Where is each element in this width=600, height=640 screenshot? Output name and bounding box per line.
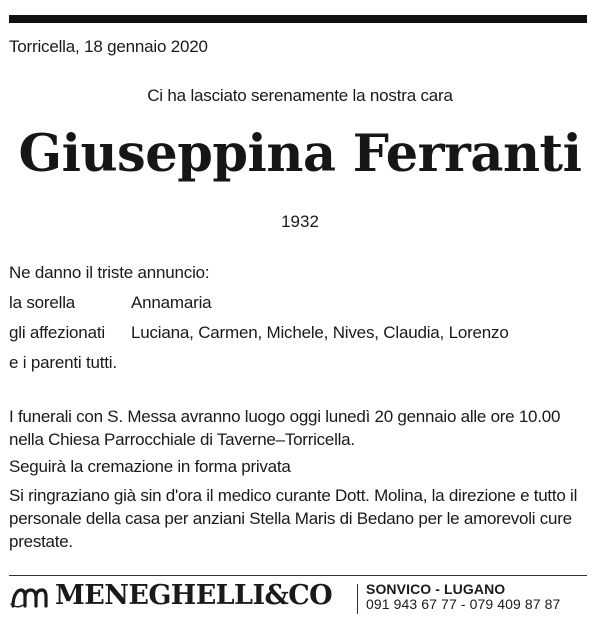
birth-year: 1932 [281,212,319,231]
intro-line: Ci ha lasciato serenamente la nostra cara [147,86,453,105]
m-monogram-icon [9,584,49,610]
deceased-name: Giuseppina Ferranti [18,124,582,184]
thanks-paragraph: Si ringraziano già sin d'ora il medico curante Dott. Molina, la direzione e tutto il personale della casa per anziani Stella Maris di Bedano per le amorevoli cure prestate. [9,486,578,551]
place-date: Torricella, 18 gennaio 2020 [9,37,208,56]
relation-row-sister [9,293,211,313]
footer-rule [9,575,587,576]
funeral-home-footer [9,578,587,618]
top-rule [9,15,587,23]
relation-names: Annamaria [131,293,212,312]
footer-city: SONVICO - LUGANO [366,581,506,597]
announcement-line: Ne danno il triste annuncio: [9,263,210,282]
footer-phones: 091 943 67 77 - 079 409 87 87 [366,596,561,612]
relation-label: gli affezionati [9,323,105,342]
relation-names: Luciana, Carmen, Michele, Nives, Claudia, Lorenzo [131,323,509,342]
relation-row-friends [9,323,509,343]
brand-name: MENEGHELLI&CO [55,580,333,611]
cremation-paragraph: Seguirà la cremazione in forma privata [9,457,291,476]
funeral-paragraph: I funerali con S. Messa avranno luogo oggi lunedì 20 gennaio alle ore 10.00 nella Chiesa Parrocchiale di Taverne–Torricella. [9,407,561,449]
footer-divider [357,584,358,614]
relatives-line: e i parenti tutti. [9,353,117,372]
relation-label: la sorella [9,293,76,312]
